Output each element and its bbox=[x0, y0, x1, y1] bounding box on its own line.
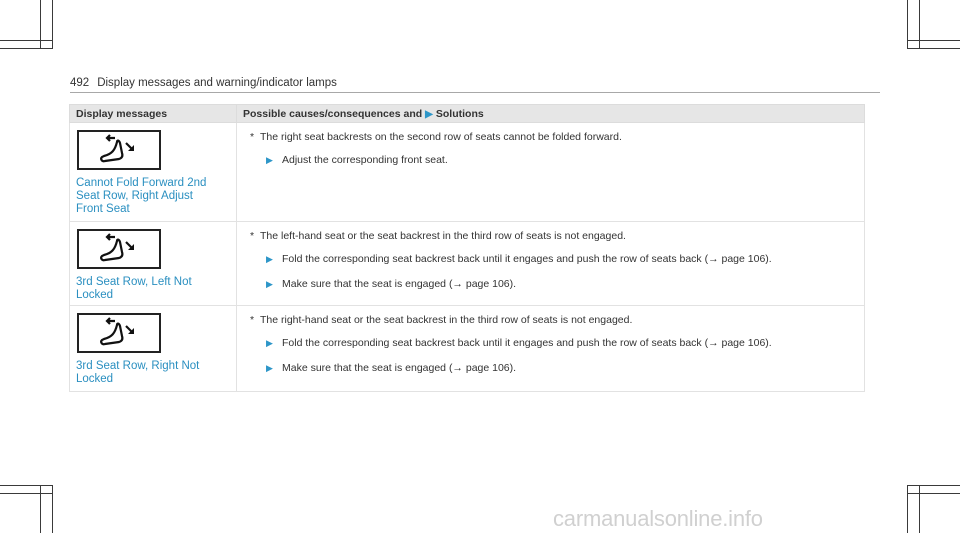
crop-mark bbox=[907, 493, 960, 494]
table-row bbox=[70, 123, 865, 222]
crop-mark bbox=[907, 40, 960, 41]
crop-mark bbox=[52, 0, 53, 49]
message-cell bbox=[70, 222, 237, 306]
message-text: 3rd Seat Row, Left Not Locked bbox=[76, 276, 192, 301]
message-text: Cannot Fold Forward 2nd Seat Row, Right Adjust Front Seat bbox=[76, 177, 207, 215]
solution-item: ▶ Make sure that the seat is engaged (→ page 106). bbox=[266, 278, 517, 290]
watermark: carmanualsonline.info bbox=[553, 506, 763, 531]
message-cell bbox=[70, 123, 237, 222]
triangle-right-icon: ▶ bbox=[266, 338, 273, 348]
table-row bbox=[70, 222, 865, 306]
triangle-right-icon: ▶ bbox=[266, 279, 273, 289]
cause-text: * The left-hand seat or the seat backrest in the third row of seats is not engaged. bbox=[250, 230, 626, 242]
triangle-right-icon: ▶ bbox=[266, 254, 273, 264]
column-header-messages: Display messages bbox=[70, 105, 237, 123]
cause-text: * The right-hand seat or the seat backrest in the third row of seats is not engaged. bbox=[250, 314, 633, 326]
crop-mark bbox=[919, 0, 920, 49]
message-text: 3rd Seat Row, Right Not Locked bbox=[76, 360, 200, 385]
triangle-right-icon: ▶ bbox=[266, 155, 273, 165]
table-header-row bbox=[70, 105, 865, 123]
table-row bbox=[70, 306, 865, 392]
seat-fold-icon bbox=[77, 313, 161, 353]
crop-mark bbox=[907, 485, 960, 486]
display-messages-table bbox=[69, 104, 865, 392]
page-title: Display messages and warning/indicator lamps bbox=[97, 77, 337, 89]
solution-item: ▶ Make sure that the seat is engaged (→ page 106). bbox=[266, 362, 517, 374]
solution-item: ▶ Adjust the corresponding front seat. bbox=[266, 154, 448, 166]
crop-mark bbox=[907, 48, 960, 49]
page-number: 492 bbox=[70, 77, 90, 89]
seat-fold-icon bbox=[77, 130, 161, 170]
cause-cell bbox=[237, 222, 865, 306]
page-header bbox=[70, 76, 880, 90]
cause-cell bbox=[237, 306, 865, 392]
column-header-causes: Possible causes/consequences and ▶ Solutions bbox=[237, 105, 865, 123]
seat-fold-icon bbox=[77, 229, 161, 269]
crop-mark bbox=[52, 485, 53, 533]
solution-item: ▶ Fold the corresponding seat backrest back until it engages and push the row of seats back (→ page 106). bbox=[266, 337, 772, 349]
crop-mark bbox=[0, 40, 53, 41]
crop-mark bbox=[907, 0, 908, 49]
triangle-right-icon: ▶ bbox=[266, 363, 273, 373]
solution-item: ▶ Fold the corresponding seat backrest back until it engages and push the row of seats back (→ page 106). bbox=[266, 253, 772, 265]
crop-mark bbox=[0, 493, 53, 494]
header-divider bbox=[70, 92, 880, 93]
crop-mark bbox=[0, 48, 53, 49]
message-cell bbox=[70, 306, 237, 392]
triangle-right-icon: ▶ bbox=[425, 108, 433, 120]
cause-cell bbox=[237, 123, 865, 222]
crop-mark bbox=[0, 485, 53, 486]
cause-text: * The right seat backrests on the second row of seats cannot be folded forward. bbox=[250, 131, 622, 143]
